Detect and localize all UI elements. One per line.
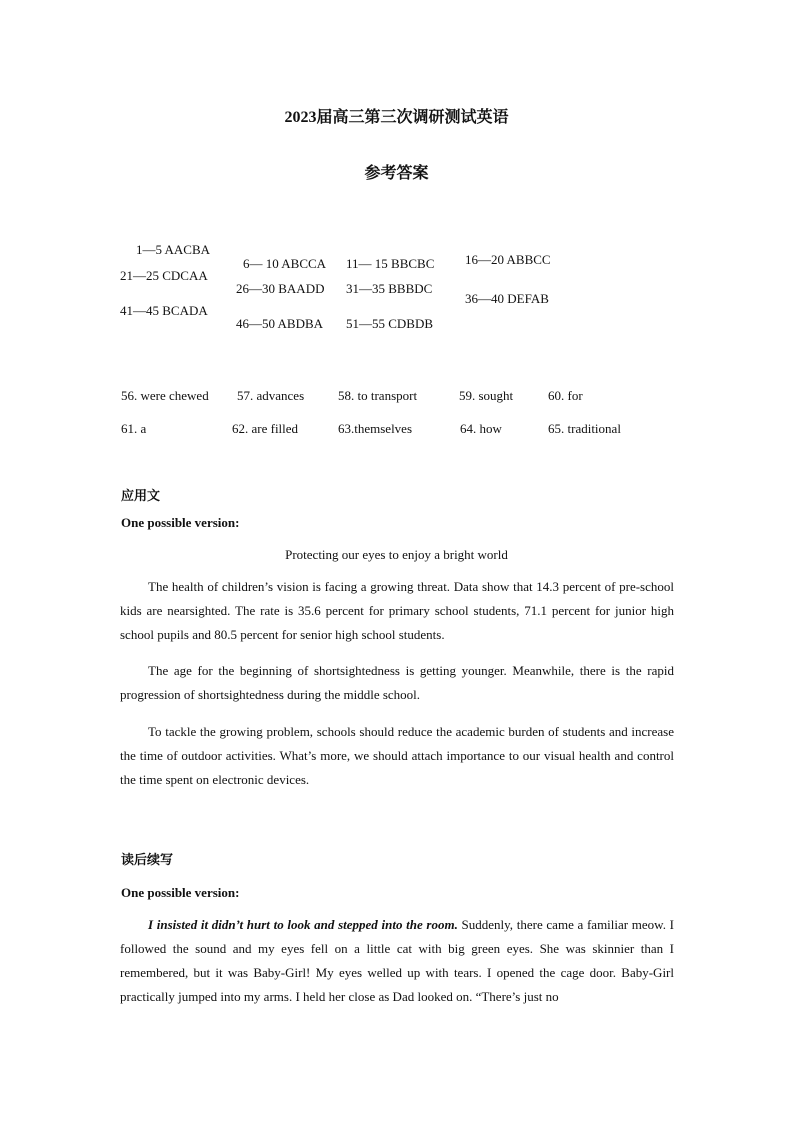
essay-paragraph: The health of children’s vision is facing a growing threat. Data show that 14.3 percent of pre-school kids are nearsighted. The rate is 35.6 percent for primary school students, 71.1 percent for junior high school pupils and 80.5 percent for senior high school students. [120,579,674,642]
version-label: One possible version: [121,515,240,530]
continuation-text: Suddenly, there came a familiar meow. I followed the sound and my eyes fell on a little cat with big green eyes. She was skinnier than I remembered, but it was Baby-Girl! My eyes welled up with tears. I opened the cage door. Baby-Girl practically jumped into my arms. I held her close as Dad looked on. “There’s just no [120,917,674,1004]
continuation-lead: I insisted it didn’t hurt to look and stepped into the room. [148,917,458,932]
essay-title: Protecting our eyes to enjoy a bright world [285,547,508,562]
fill-answer: 61. a [121,421,147,436]
section-heading: 应用文 [121,488,161,503]
mc-answer: 31—35 BBBDC [346,281,433,296]
fill-answer: 59. sought [459,388,514,403]
essay-paragraph: The age for the beginning of shortsightedness is getting younger. Meanwhile, there is the rapid progression of shortsightedness during the middle school. [120,663,674,702]
page-title: 2023届高三第三次调研测试英语 [284,109,509,126]
mc-answer: 6— 10 ABCCA [243,256,327,271]
mc-answer: 1—5 AACBA [136,242,211,257]
essay-paragraph: To tackle the growing problem, schools should reduce the academic burden of students and increase the time of outdoor activities. What’s more, we should attach importance to our visual health and control the time spent on electronic devices. [120,724,674,787]
continuation-paragraph [120,913,674,1009]
fill-answer: 65. traditional [548,421,621,436]
fill-answer: 63.themselves [338,421,413,436]
mc-answer: 26—30 BAADD [236,281,325,296]
mc-answer: 21—25 CDCAA [120,268,208,283]
mc-answer: 11— 15 BBCBC [346,256,435,271]
mc-answer: 16—20 ABBCC [465,252,551,267]
version-label: One possible version: [121,885,240,900]
section-heading: 读后续写 [121,852,174,867]
page-subtitle: 参考答案 [364,165,429,182]
fill-answer: 57. advances [237,388,305,403]
mc-answer: 41—45 BCADA [120,303,208,318]
fill-answer: 62. are filled [232,421,299,436]
fill-answer: 56. were chewed [121,388,209,403]
fill-answer: 64. how [460,421,502,436]
fill-answer: 60. for [548,388,583,403]
mc-answer: 51—55 CDBDB [346,316,434,331]
mc-answer: 46—50 ABDBA [236,316,324,331]
mc-answer: 36—40 DEFAB [465,291,549,306]
fill-answer: 58. to transport [338,388,418,403]
